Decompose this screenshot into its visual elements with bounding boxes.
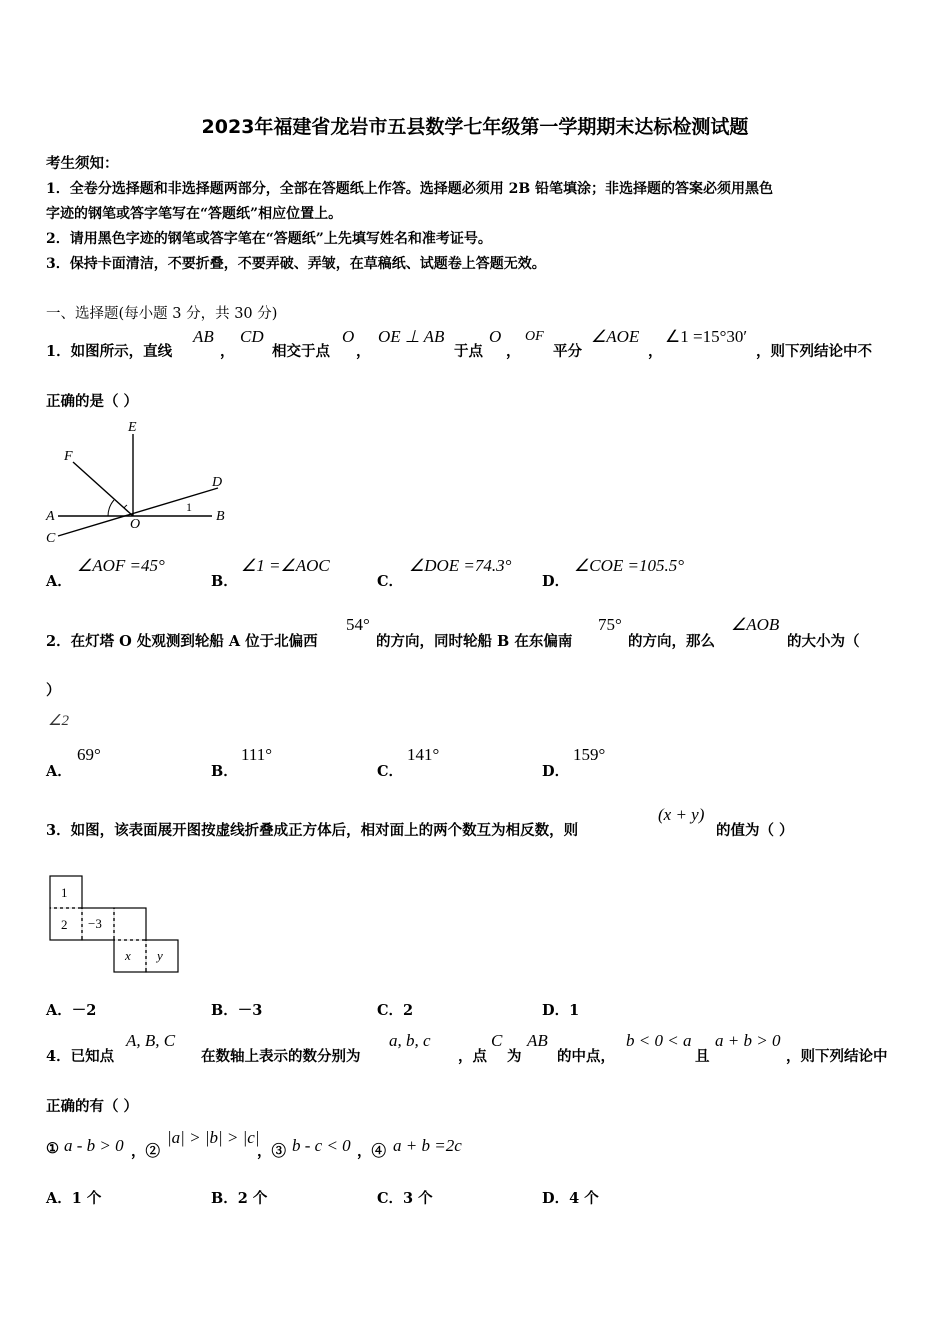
label-a: A (46, 509, 55, 524)
q1-option-c[interactable]: ∠DOE =74.3° (409, 556, 512, 575)
q2-stray-angle: ∠2 (48, 713, 69, 729)
label-o: O (130, 517, 141, 532)
q1-math-cd: CD (240, 327, 264, 346)
q2-option-a[interactable]: 69° (77, 745, 101, 764)
notice-line-1: 1．全卷分选择题和非选择题两部分，全部在答题纸上作答。选择题必须用 2B 铅笔填涂；非选择题的答案必须用黑色 (46, 181, 774, 197)
q1-option-a[interactable]: ∠AOF =45° (77, 556, 165, 575)
q1-option-b-label: B． (211, 573, 238, 590)
label-d: D (212, 475, 223, 490)
q4-option-d[interactable]: D．4 个 (542, 1190, 599, 1207)
net-cell-blank (114, 908, 146, 940)
section-heading: 一、选择题(每小题 3 分，共 30 分) (46, 306, 278, 322)
q4-text-7: ，则下列结论中 (786, 1048, 888, 1065)
q1-text-4: 平分 (553, 343, 582, 360)
q4-math-abc-lower: a, b, c (389, 1031, 431, 1050)
net-label-1: 1 (61, 885, 68, 900)
q1-option-d[interactable]: ∠COE =105.5° (574, 556, 685, 575)
q1-comma-3: ， (506, 343, 521, 360)
q1-option-b[interactable]: ∠1 =∠AOC (241, 556, 330, 575)
q4-stmt-2-marker: ，② (131, 1143, 160, 1160)
q4-option-b[interactable]: B．2 个 (211, 1190, 268, 1207)
net-label-x: x (125, 948, 131, 963)
q2-math-75: 75° (598, 615, 622, 634)
q3-option-b[interactable]: B．－3 (211, 1002, 263, 1019)
q1-text-5: ，则下列结论中不 (756, 343, 872, 360)
q4-text-6: 且 (695, 1048, 710, 1065)
q4-math-b-lt-0-lt-a: b < 0 < a (626, 1031, 692, 1050)
q1-math-of: OF (525, 329, 544, 344)
q1-comma-1: ， (220, 343, 235, 360)
q1-text-2: 相交于点 (272, 343, 330, 360)
label-e: E (128, 420, 137, 435)
label-f: F (64, 449, 73, 464)
q1-math-o2: O (489, 327, 502, 346)
q2-option-a-label: A． (46, 763, 72, 780)
q1-comma-4: ， (648, 343, 663, 360)
q4-option-c[interactable]: C．3 个 (377, 1190, 433, 1207)
q3-option-d[interactable]: D．1 (542, 1002, 580, 1019)
q4-math-abc: A, B, C (126, 1031, 176, 1050)
q2-text-4: 的大小为（ (787, 633, 860, 650)
notice-heading: 考生须知： (46, 155, 119, 172)
q4-option-a[interactable]: A．1 个 (46, 1190, 102, 1207)
label-b: B (216, 509, 225, 524)
q2-option-c[interactable]: 141° (407, 745, 440, 764)
q2-text-3: 的方向，那么 (628, 633, 715, 650)
q2-math-aob: ∠AOB (731, 615, 780, 634)
q4-math-c: C (491, 1031, 503, 1050)
net-label-neg3: −3 (88, 916, 102, 931)
q4-stmt-3: b - c < 0 (292, 1136, 351, 1155)
q3-text-2: 的值为（ ） (716, 822, 794, 839)
notice-line-3: 3．保持卡面清洁，不要折叠，不要弄破、弄皱，在草稿纸、试题卷上答题无效。 (46, 256, 546, 272)
q4-text-4: 为 (507, 1048, 522, 1065)
q1-math-aoe: ∠AOE (591, 327, 640, 346)
q2-text-1: 2．在灯塔 O 处观测到轮船 A 位于北偏西 (46, 633, 318, 650)
q3-option-c[interactable]: C．2 (377, 1002, 414, 1019)
q2-option-d-label: D． (542, 763, 570, 780)
q4-text-3: ，点 (458, 1048, 487, 1065)
notice-line-1b: 字迹的钢笔或答字笔写在“答题纸”相应位置上。 (46, 206, 343, 222)
q2-option-b[interactable]: 111° (241, 745, 273, 764)
net-label-2: 2 (61, 917, 68, 932)
q2-math-54: 54° (346, 615, 370, 634)
q2-text-2: 的方向，同时轮船 B 在东偏南 (376, 633, 573, 650)
q4-stmt-2: |a| > |b| > |c| (167, 1128, 260, 1147)
q4-stmt-3-marker: ，③ (257, 1143, 286, 1160)
q1-option-d-label: D． (542, 573, 570, 590)
page-title: 2023年福建省龙岩市五县数学七年级第一学期期末达标检测试题 (201, 116, 749, 138)
q4-text-5: 的中点， (557, 1048, 615, 1065)
angle-arc (108, 500, 114, 516)
q4-stmt-4: a + b =2c (393, 1136, 462, 1155)
q2-option-c-label: C． (377, 763, 404, 780)
q1-math-angle1: ∠1 =15°30′ (665, 327, 748, 346)
q3-cube-net (48, 874, 182, 974)
q1-math-ab: AB (193, 327, 214, 346)
q1-option-a-label: A． (46, 573, 72, 590)
q1-math-oe-perp-ab: OE ⊥ AB (378, 327, 445, 346)
q1-comma-2: ， (356, 343, 371, 360)
q4-stmt-1-marker: ① (46, 1140, 59, 1157)
label-c: C (46, 531, 56, 546)
q4-math-ab: AB (527, 1031, 548, 1050)
q4-stmt-4-marker: ，④ (357, 1143, 386, 1160)
notice-line-2: 2．请用黑色字迹的钢笔或答字笔在“答题纸”上先填写姓名和准考证号。 (46, 231, 492, 247)
q1-math-o: O (342, 327, 355, 346)
q1-text-3: 于点 (454, 343, 483, 360)
angle-arc-small (124, 505, 127, 508)
q2-text-5: ） (46, 682, 61, 699)
q1-text-1: 1．如图所示，直线 (46, 343, 173, 360)
q2-option-b-label: B． (211, 763, 238, 780)
q4-text-1: 4．已知点 (46, 1048, 115, 1065)
label-angle-1: 1 (186, 500, 192, 514)
q4-stmt-1: a - b > 0 (64, 1136, 124, 1155)
q1-figure (40, 416, 240, 548)
q2-option-d[interactable]: 159° (573, 745, 606, 764)
q4-text-8: 正确的有（ ） (46, 1098, 139, 1115)
q4-text-2: 在数轴上表示的数分别为 (201, 1048, 361, 1065)
q1-text-6: 正确的是（ ） (46, 393, 139, 410)
q3-math-xy: (x + y) (658, 805, 705, 824)
q4-math-a-plus-b: a + b > 0 (715, 1031, 781, 1050)
q3-option-a[interactable]: A．－2 (46, 1002, 97, 1019)
q1-option-c-label: C． (377, 573, 404, 590)
q3-text-1: 3．如图，该表面展开图按虚线折叠成正方体后，相对面上的两个数互为相反数，则 (46, 822, 579, 839)
net-label-y: y (157, 948, 163, 963)
